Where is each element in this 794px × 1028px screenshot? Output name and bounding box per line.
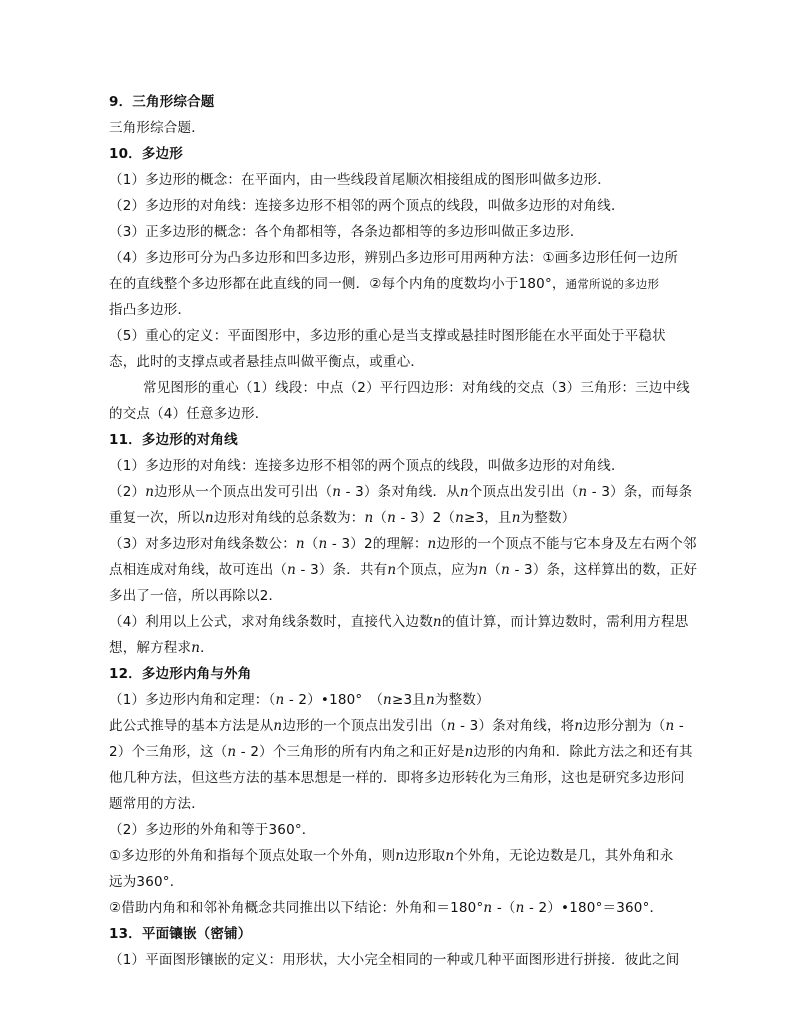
paragraph: （2）多边形的对角线：连接多边形不相邻的两个顶点的线段，叫做多边形的对角线． — [109, 198, 625, 214]
paragraph: （1）平面图形镶嵌的定义：用形状，大小完全相同的一种或几种平面图形进行拼接．彼此之间 — [109, 952, 680, 968]
paragraph: 题常用的方法． — [109, 796, 205, 812]
paragraph: 此公式推导的基本方法是从n边形的一个顶点出发引出（n - 3）条对角线，将n边形分割为（n - — [109, 718, 684, 734]
section-13-title: 13．平面镶嵌（密铺） — [109, 926, 252, 942]
section-12-title: 12．多边形内角与外角 — [109, 666, 252, 682]
paragraph: 重复一次，所以n边形对角线的总条数为：n（n - 3）2（n≥3，且n为整数） — [109, 510, 576, 526]
paragraph: 态，此时的支撑点或者悬挂点叫做平衡点，或重心． — [109, 354, 425, 370]
paragraph: （4）利用以上公式，求对角线条数时，直接代入边数n的值计算，而计算边数时，需利用方程思 — [109, 614, 689, 630]
paragraph: （2）n边形从一个顶点出发可引出（n - 3）条对角线．从n个顶点出发引出（n - 3）条，而每条 — [109, 484, 693, 500]
paragraph: （2）多边形的外角和等于360°． — [109, 822, 316, 838]
paragraph: 2）个三角形，这（n - 2）个三角形的所有内角之和正好是n边形的内角和．除此方法之和还有其 — [109, 744, 693, 760]
paragraph: ①多边形的外角和指每个顶点处取一个外角，则n边形取n个外角，无论边数是几，其外角和永 — [109, 848, 674, 864]
paragraph: 在的直线整个多边形都在此直线的同一侧．②每个内角的度数均小于180°，通常所说的多边形 — [109, 276, 660, 292]
paragraph: ②借助内角和和邻补角概念共同推出以下结论：外角和＝180°n -（n - 2）•180°＝360°． — [109, 900, 664, 916]
paragraph: 点相连成对角线，故可连出（n - 3）条．共有n个顶点，应为n（n - 3）条，这样算出的数，正好 — [109, 562, 698, 578]
paragraph: 的交点（4）任意多边形． — [109, 406, 269, 422]
paragraph: （4）多边形可分为凸多边形和凹多边形，辨别凸多边形可用两种方法：①画多边形任何一边所 — [109, 250, 679, 266]
paragraph: （3）对多边形对角线条数公：n（n - 3）2的理解：n边形的一个顶点不能与它本身及左右两个邻 — [109, 536, 697, 552]
paragraph: （3）正多边形的概念：各个角都相等，各条边都相等的多边形叫做正多边形． — [109, 224, 584, 240]
paragraph: 三角形综合题． — [109, 120, 205, 136]
paragraph: 多出了一倍，所以再除以2． — [109, 588, 283, 604]
paragraph: 远为360°． — [109, 874, 184, 890]
paragraph: 他几种方法，但这些方法的基本思想是一样的．即将多边形转化为三角形，这也是研究多边形问 — [109, 770, 685, 786]
paragraph: （1）多边形内角和定理：（n - 2）•180° （n≥3且n为整数） — [109, 692, 490, 708]
section-10-title: 10．多边形 — [109, 146, 183, 162]
paragraph: 常见图形的重心（1）线段：中点（2）平行四边形：对角线的交点（3）三角形：三边中线 — [143, 380, 690, 396]
paragraph: （1）多边形的概念：在平面内，由一些线段首尾顺次相接组成的图形叫做多边形． — [109, 172, 611, 188]
paragraph: （1）多边形的对角线：连接多边形不相邻的两个顶点的线段，叫做多边形的对角线． — [109, 458, 625, 474]
section-9-title: 9．三角形综合题 — [109, 94, 215, 110]
paragraph: 想，解方程求n． — [109, 640, 214, 656]
paragraph: （5）重心的定义：平面图形中，多边形的重心是当支撑或悬挂时图形能在水平面处于平稳状 — [109, 328, 666, 344]
section-11-title: 11．多边形的对角线 — [109, 432, 238, 448]
paragraph: 指凸多边形． — [109, 302, 192, 318]
